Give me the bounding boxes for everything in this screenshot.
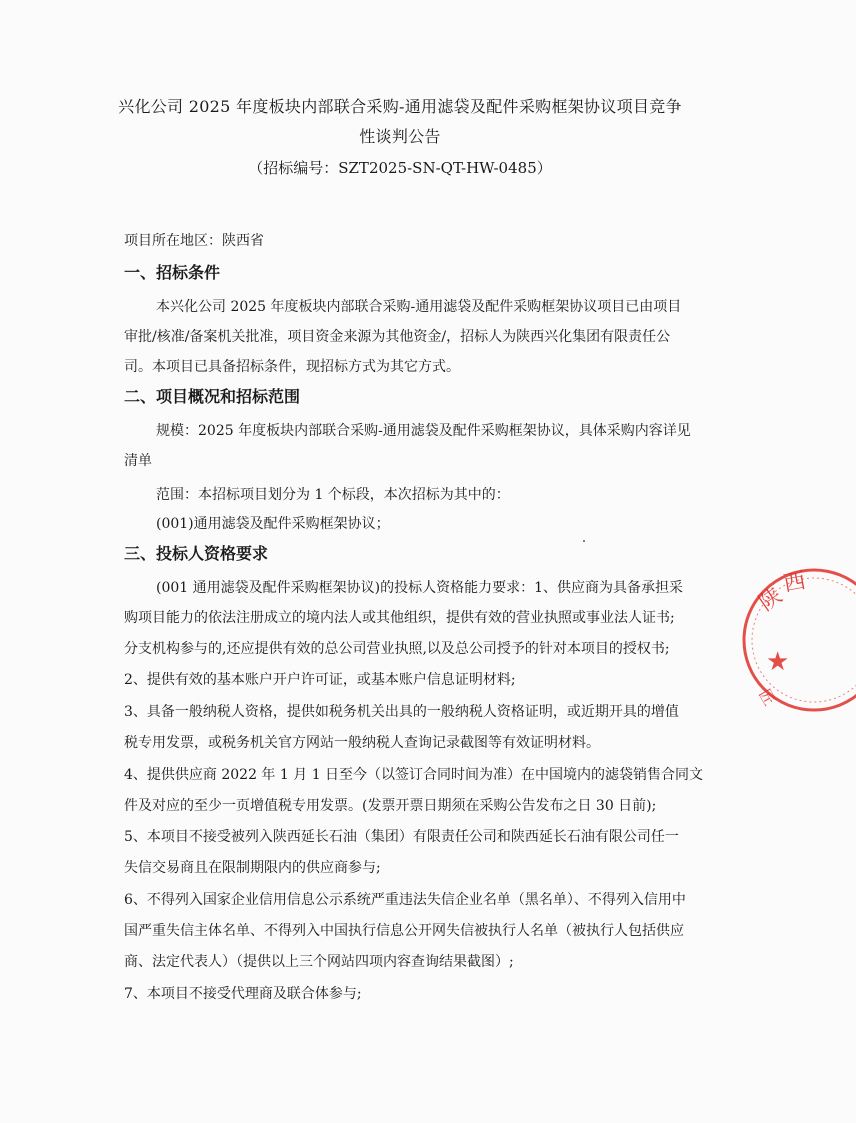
- qualification-item-2: 2、提供有效的基本账户开户许可证，或基本账户信息证明材料;: [124, 672, 516, 688]
- paragraph-line: 司。本项目已具备招标条件，现招标方式为其它方式。: [124, 359, 460, 375]
- paragraph-line: 范围：本招标项目划分为 1 个标段，本次招标为其中的：: [156, 487, 510, 503]
- qualification-item-5: 5、本项目不接受被列入陕西延长石油（集团）有限责任公司和陕西延长石油有限公司任一: [124, 829, 679, 845]
- qualification-item-6: 6、不得列入国家企业信用信息公示系统严重违法失信企业名单（黑名单）、不得列入信用中: [124, 892, 686, 908]
- paragraph-line: 本兴化公司 2025 年度板块内部联合采购-通用滤袋及配件采购框架协议项目已由项目: [156, 299, 682, 315]
- section-heading-bidder-qualifications: 三、投标人资格要求: [124, 544, 269, 563]
- paragraph-line: 失信交易商且在限制期限内的供应商参与;: [124, 860, 381, 876]
- paragraph-line: 件及对应的至少一页增值税专用发票。(发票开票日期须在采购公告发布之日 30 日前);: [124, 798, 657, 814]
- paragraph-line: 规模：2025 年度板块内部联合采购-通用滤袋及配件采购框架协议，具体采购内容详见: [156, 423, 691, 439]
- svg-text:匠: 匠: [755, 685, 780, 709]
- paragraph-line: 税专用发票，或税务机关官方网站一般纳税人查询记录截图等有效证明材料。: [124, 735, 600, 751]
- svg-text:★: ★: [766, 647, 790, 677]
- qualification-item-4: 4、提供供应商 2022 年 1 月 1 日至今（以签订合同时间为准）在中国境内的滤袋销售合同文: [124, 767, 704, 783]
- paragraph-line: (001 通用滤袋及配件采购框架协议)的投标人资格能力要求：1、供应商为具备承担采: [156, 580, 684, 596]
- scan-speck: [583, 540, 585, 542]
- section-heading-project-overview: 二、项目概况和招标范围: [124, 387, 301, 406]
- project-region: 项目所在地区：陕西省: [124, 233, 264, 249]
- document-title-line-2: 性谈判公告: [359, 127, 441, 146]
- svg-text:陕: 陕: [754, 583, 788, 617]
- paragraph-line: (001)通用滤袋及配件采购框架协议；: [156, 516, 390, 532]
- section-heading-bidding-conditions: 一、招标条件: [124, 263, 221, 282]
- qualification-item-7: 7、本项目不接受代理商及联合体参与;: [124, 986, 362, 1002]
- paragraph-line: 购项目能力的依法注册成立的境内法人或其他组织，提供有效的营业执照或事业法人证书;: [124, 610, 675, 626]
- official-seal-stamp: [736, 560, 856, 730]
- bid-number: （招标编号：SZT2025-SN-QT-HW-0485）: [248, 159, 552, 177]
- document-title-line-1: 兴化公司 2025 年度板块内部联合采购-通用滤袋及配件采购框架协议项目竞争: [118, 97, 682, 116]
- paragraph-line: 清单: [124, 453, 152, 469]
- paragraph-line: 审批/核准/备案机关批准，项目资金来源为其他资金/，招标人为陕西兴化集团有限责任公: [124, 329, 671, 345]
- qualification-item-3: 3、具备一般纳税人资格，提供如税务机关出具的一般纳税人资格证明，或近期开具的增值: [124, 704, 679, 720]
- paragraph-line: 商、法定代表人）（提供以上三个网站四项内容查询结果截图）;: [124, 954, 514, 970]
- paragraph-line: 分支机构参与的,还应提供有效的总公司营业执照,以及总公司授予的针对本项目的授权书;: [124, 641, 670, 657]
- paragraph-line: 国严重失信主体名单、不得列入中国执行信息公开网失信被执行人名单（被执行人包括供应: [124, 923, 684, 939]
- svg-text:西: 西: [781, 568, 808, 598]
